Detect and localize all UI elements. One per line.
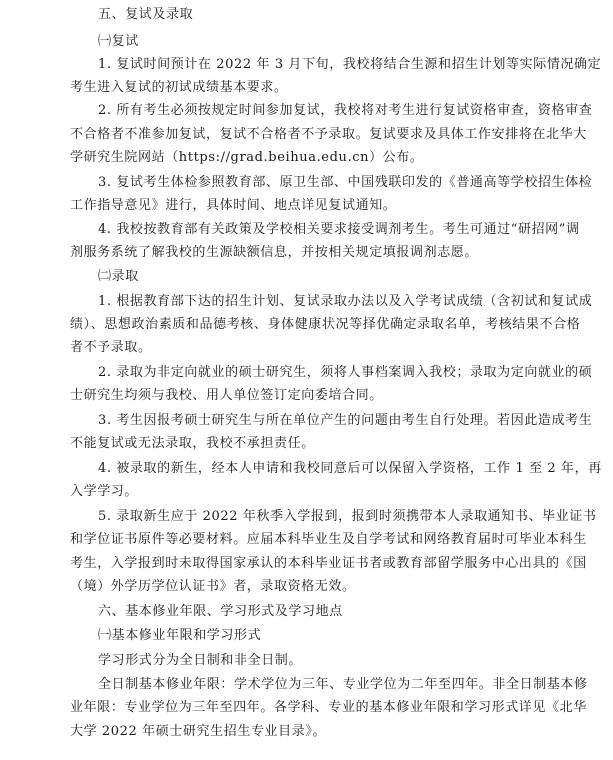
section-heading-5: 五、复试及录取 [98,7,194,22]
paragraph-line: 学研究生院网站（https://grad.beihua.edu.cn）公布。 [70,150,424,165]
paragraph-line: 4. 被录取的新生，经本人申请和我校同意后可以保留入学资格，工作 1 至 2 年，再 [98,461,602,476]
paragraph-line: 全日制基本修业年限：学术学位为三年、专业学位为二年至四年。非全日制基本修 [98,677,588,692]
paragraph-line: 大学 2022 年硕士研究生招生专业目录》。 [70,724,327,739]
paragraph-line: 1. 根据教育部下达的招生计划、复试录取办法以及入学考试成绩（含初试和复试成 [98,294,593,309]
paragraph-line: 2. 录取为非定向就业的硕士研究生，须将人事档案调入我校；录取为定向就业的硕 [98,365,593,380]
paragraph-line: 绩）、思想政治素质和品德考核、身体健康状况等择优确定录取名单，考核结果不合格 [70,317,581,332]
paragraph-line: 考生进入复试的初试成绩基本要求。 [70,80,288,95]
paragraph-line: 和学位证书原件等必要材料。应届本科毕业生及自学考试和网络教育届时可毕业本科生 [70,532,587,547]
paragraph-line: 5. 录取新生应于 2022 年秋季入学报到，报到时须携带本人录取通知书、毕业证书 [98,509,597,524]
section-heading-6: 六、基本修业年限、学习形式及学习地点 [98,604,343,619]
subsection-heading-duration: ㈠基本修业年限和学习形式 [98,628,262,643]
paragraph-line: 考生，入学报到时未取得国家承认的本科毕业证书者或教育部留学服务中心出具的《国 [70,556,587,571]
subsection-heading-admission: ㈡录取 [98,269,139,284]
paragraph-line: （境）外学历学位认证书》者，录取资格无效。 [70,579,356,594]
paragraph-line: 3. 复试考生体检参照教育部、原卫生部、中国残联印发的《普通高等学校招生体检 [98,175,593,190]
paragraph-line: 2. 所有考生必须按规定时间参加复试，我校将对考生进行复试资格审查，资格审查 [98,103,593,118]
paragraph-line: 4. 我校按教育部有关政策及学校相关要求接受调剂考生。考生可通过“研招网”调 [98,222,580,237]
paragraph-line: 剂服务系统了解我校的生源缺额信息，并按相关规定填报调剂志愿。 [70,245,479,260]
paragraph-line: 业年限：专业学位为三年至四年。各学科、专业的基本修业年限和学习形式详见《北华 [70,700,587,715]
paragraph-line: 工作指导意见》进行，具体时间、地点详见复试通知。 [70,198,397,213]
paragraph-line: 1. 复试时间预计在 2022 年 3 月下旬，我校将结合生源和招生计划等实际情况确定 [98,57,602,72]
paragraph-line: 者不予录取。 [70,340,152,355]
paragraph-line: 士研究生均须与我校、用人单位签订定向委培合同。 [70,388,383,403]
paragraph-line: 不能复试或无法录取，我校不承担责任。 [70,436,315,451]
paragraph-line: 学习形式分为全日制和非全日制。 [98,653,303,668]
paragraph-line: 不合格者不准参加复试，复试不合格者不予录取。复试要求及具体工作安排将在北华大 [70,127,587,142]
paragraph-line: 入学学习。 [70,484,139,499]
subsection-heading-retest: ㈠复试 [98,34,139,49]
paragraph-line: 3. 考生因报考硕士研究生与所在单位产生的问题由考生自行处理。若因此造成考生 [98,413,593,428]
